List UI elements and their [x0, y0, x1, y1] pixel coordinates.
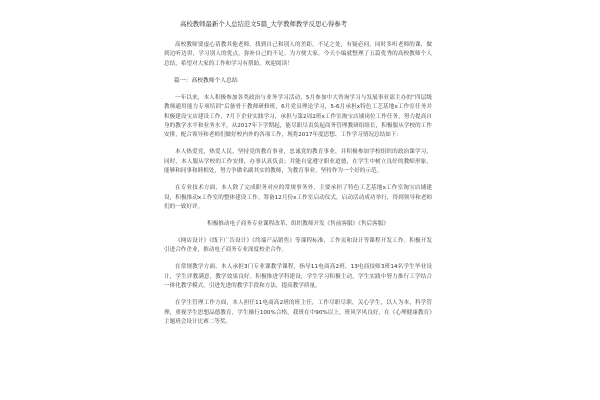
- section-heading: 篇一：高校教师个人总结: [174, 77, 238, 84]
- body-paragraph-4: 积极推动电子商务专业课程改革，组织教师开发《售前客服》《售后客服》: [207, 221, 389, 228]
- body-paragraph-7: 在学生管理工作方面，本人担任11电商高2班的班主任，工作尽职尽职，关心学生，以人为本，科学管理，重视学生思想品德教育，学生操行100%合格，我班在中90%以上，班风学风良好，在《心理健康教育》主题班会设计比赛二等奖。: [164, 300, 432, 326]
- body-paragraph-2: 本人热爱党，热爱人民，坚持党的教育事业，忠诚党的教育事业，并积极参加学校组织的政治课学习，同时，本人服从学校的工作安排，办事认真负责；并能自觉遵守职业道德，在学生中树立良好的教师形象，能够和同事和睦相处，努力争做名副其实的教师，为教育事业。坚持作为一个好的示范。: [164, 149, 432, 175]
- body-paragraph-6: 在常规教学方面，本人承担3门专业课教学课程，指导11电商高2班、13电商技师3班14名学生毕业设计，学生评教满意，教学效果良好。积极推进学科建设，学生学习积极主动，学生实践中努力推行工学结合一体化教学模式，引进先进的教学手段和方法，提高教学质量。: [164, 264, 432, 290]
- document-title: 高校教师最新个人总结范文5篇_大学教师教学反思心得参考: [180, 20, 348, 28]
- body-paragraph-3: 在专业技术方面，本人除了完成职务对应的常规事务外，主要承担了特色工艺基地x工作室淘宝店铺建设，积极推动x工作室的整体建设工作。筹备12月份x工作室启动仪式，启动活动成功举行，得到领导和老师们的一致好评。: [164, 185, 432, 211]
- body-paragraph-5: 《网店设计》《线下广告设计》《终端产品销售》等课程标准，工作页和设计等课程开发工作。积极开发引进合作企业，推动电子商务专业深度校企合作。: [164, 238, 432, 254]
- body-paragraph-1: 一年以来，本人积极参加各类政治与业务学习活动，5月参加中大咨询学习与发展事业部主办的“四层级教师通用能力专项培训”后备骨干教师研修班，6月党员理论学习，5-6月承担x特色工艺基地x工作室任务并积极建设宝店建设工作，7月下企业实践学习，承担与第2周2班x工作室淘宝店铺岗位工作任务，努力提高自身的教学水平和业务水平，从2017年下学期起，能尽职尽责负起商务管理教研组组长，积极服从学校的工作安排，配合领导和老师们做好校内外的各项工作，现将2017年度思想、工作学习情况总结如下：: [164, 94, 432, 139]
- intro-paragraph: 高校教师要虚心请教其他老师，找到自己和别人的差距，不足之处，有疑必问，同时多听老师的课，做到边听边讲，学习别人的优点，弥补自己的不足。为方便大家，今天小编就整理了五篇优秀的高校教师个人总结，希望对大家的工作和学习有帮助，欢迎阅读！: [164, 42, 432, 67]
